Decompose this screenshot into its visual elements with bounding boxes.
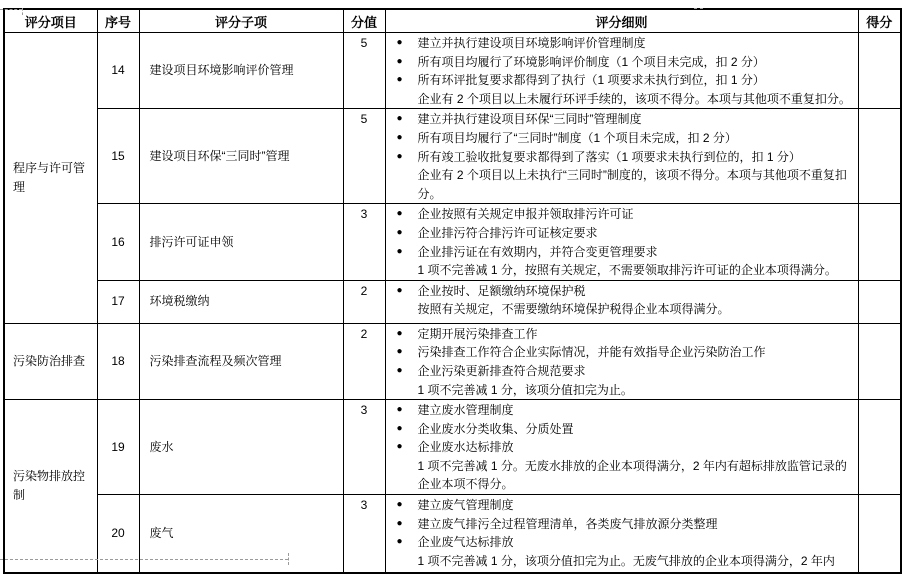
table-row — [4, 109, 901, 204]
column-header-criteria: 评分细则 — [385, 9, 858, 33]
seq-cell: 14 — [97, 33, 139, 109]
criteria-bullet: ● 建立并执行建设项目环保“三同时”管理制度 — [386, 110, 856, 129]
points-cell: 2 — [343, 323, 385, 399]
text-boundary-artifact — [0, 9, 22, 10]
seq-cell: 17 — [97, 280, 139, 323]
score-obtained-cell[interactable] — [858, 323, 901, 399]
seq-cell: 15 — [97, 109, 139, 204]
criteria-note: 企业有 2 个项目以上未履行环评手续的，该项不得分。本项与其他项不重复扣分。 — [417, 91, 851, 106]
criteria-cell — [385, 33, 858, 109]
sub-item-cell: 排污许可证申领 — [139, 204, 343, 280]
criteria-cell — [385, 495, 858, 573]
sub-item-cell: 环境税缴纳 — [139, 280, 343, 323]
text-boundary-artifact — [694, 8, 703, 9]
group-cell-pollution-investigation: 污染防治排查 — [4, 323, 97, 399]
sub-item-cell: 建设项目环境影响评价管理 — [139, 33, 343, 109]
header-row — [4, 9, 901, 33]
criteria-bullet: ● 所有项目均履行了“三同时”制度（1 个项目未完成，扣 2 分） — [386, 129, 856, 148]
score-obtained-cell[interactable] — [858, 109, 901, 204]
points-cell: 3 — [343, 400, 385, 495]
criteria-note: 1 项不完善减 1 分，该项分值扣完为止。无废气排放的企业本项得满分，2 年内 — [417, 553, 835, 568]
criteria-bullet: ● 建立废水管理制度 — [386, 401, 856, 420]
points-cell: 3 — [343, 495, 385, 573]
table-row — [4, 33, 901, 109]
criteria-note: 1 项不完善减 1 分，按照有关规定，不需要领取排污许可证的企业本项得满分。 — [417, 263, 837, 278]
text-boundary-artifact — [0, 559, 288, 560]
scoring-rubric-table — [3, 8, 902, 574]
criteria-cell — [385, 204, 858, 280]
criteria-bullet: ● 建立废气管理制度 — [386, 496, 856, 515]
criteria-bullet: ● 所有竣工验收批复要求都得到了落实（1 项要求未执行到位的，扣 1 分） — [386, 148, 856, 167]
points-cell: 5 — [343, 109, 385, 204]
criteria-bullet: ● 企业污染更新排查符合规范要求 — [386, 362, 856, 381]
criteria-bullet: ● 企业废水分类收集、分质处置 — [386, 420, 856, 439]
group-cell-emission-control: 污染物排放控制 — [4, 400, 97, 573]
criteria-note: 企业有 2 个项目以上未执行“三同时”制度的，该项不得分。本项与其他项不重复扣分。 — [417, 168, 847, 201]
criteria-bullet: ● 企业废水达标排放 — [386, 438, 856, 457]
criteria-cell — [385, 323, 858, 399]
score-obtained-cell[interactable] — [858, 280, 901, 323]
criteria-bullet: ● 企业排污证在有效期内，并符合变更管理要求 — [386, 243, 856, 262]
seq-cell: 19 — [97, 400, 139, 495]
criteria-bullet: ● 污染排查工作符合企业实际情况，并能有效指导企业污染防治工作 — [386, 343, 856, 362]
score-obtained-cell[interactable] — [858, 495, 901, 573]
column-header-seq: 序号 — [97, 9, 139, 33]
criteria-bullet: ● 建立废气排污全过程管理清单，各类废气排放源分类整理 — [386, 515, 856, 534]
sub-item-cell: 废水 — [139, 400, 343, 495]
criteria-cell — [385, 400, 858, 495]
criteria-note: 1 项不完善减 1 分。无废水排放的企业本项得满分，2 年内有超标排放监管记录的企业本项不得分。 — [417, 458, 847, 492]
points-cell: 5 — [343, 33, 385, 109]
points-cell: 2 — [343, 280, 385, 323]
criteria-note: 按照有关规定，不需要缴纳环境保护税得企业本项得满分。 — [417, 302, 730, 317]
table-row — [4, 495, 901, 573]
criteria-note: 1 项不完善减 1 分，该项分值扣完为止。 — [417, 382, 633, 397]
criteria-bullet: ● 企业按照有关规定申报并领取排污许可证 — [386, 205, 856, 224]
criteria-bullet: ● 所有环评批复要求都得到了执行（1 项要求未执行到位，扣 1 分） — [386, 71, 856, 90]
criteria-bullet: ● 企业按时、足额缴纳环境保护税 — [386, 282, 856, 301]
criteria-cell — [385, 109, 858, 204]
table-row — [4, 400, 901, 495]
criteria-bullet: ● 所有项目均履行了环境影响评价制度（1 个项目未完成，扣 2 分） — [386, 53, 856, 72]
column-header-scoring-item: 评分项目 — [4, 9, 97, 33]
criteria-bullet: ● 定期开展污染排查工作 — [386, 325, 856, 344]
column-header-points: 分值 — [343, 9, 385, 33]
seq-cell: 16 — [97, 204, 139, 280]
criteria-bullet: ● 企业废气达标排放 — [386, 533, 856, 552]
seq-cell: 18 — [97, 323, 139, 399]
column-header-sub-item: 评分子项 — [139, 9, 343, 33]
group-cell-procedures-permits: 程序与许可管理 — [4, 33, 97, 324]
sub-item-cell: 建设项目环保“三同时”管理 — [139, 109, 343, 204]
column-header-score-obtained: 得分 — [858, 9, 901, 33]
criteria-bullet: ● 建立并执行建设项目环境影响评价管理制度 — [386, 34, 856, 53]
score-obtained-cell[interactable] — [858, 33, 901, 109]
table-row — [4, 280, 901, 323]
criteria-bullet: ● 企业排污符合排污许可证核定要求 — [386, 224, 856, 243]
text-boundary-artifact — [22, 8, 23, 15]
seq-cell: 20 — [97, 495, 139, 573]
text-boundary-artifact — [288, 553, 289, 565]
table-row — [4, 323, 901, 399]
points-cell: 3 — [343, 204, 385, 280]
sub-item-cell: 废气 — [139, 495, 343, 573]
criteria-cell — [385, 280, 858, 323]
table-row — [4, 204, 901, 280]
score-obtained-cell[interactable] — [858, 400, 901, 495]
sub-item-cell: 污染排查流程及频次管理 — [139, 323, 343, 399]
score-obtained-cell[interactable] — [858, 204, 901, 280]
